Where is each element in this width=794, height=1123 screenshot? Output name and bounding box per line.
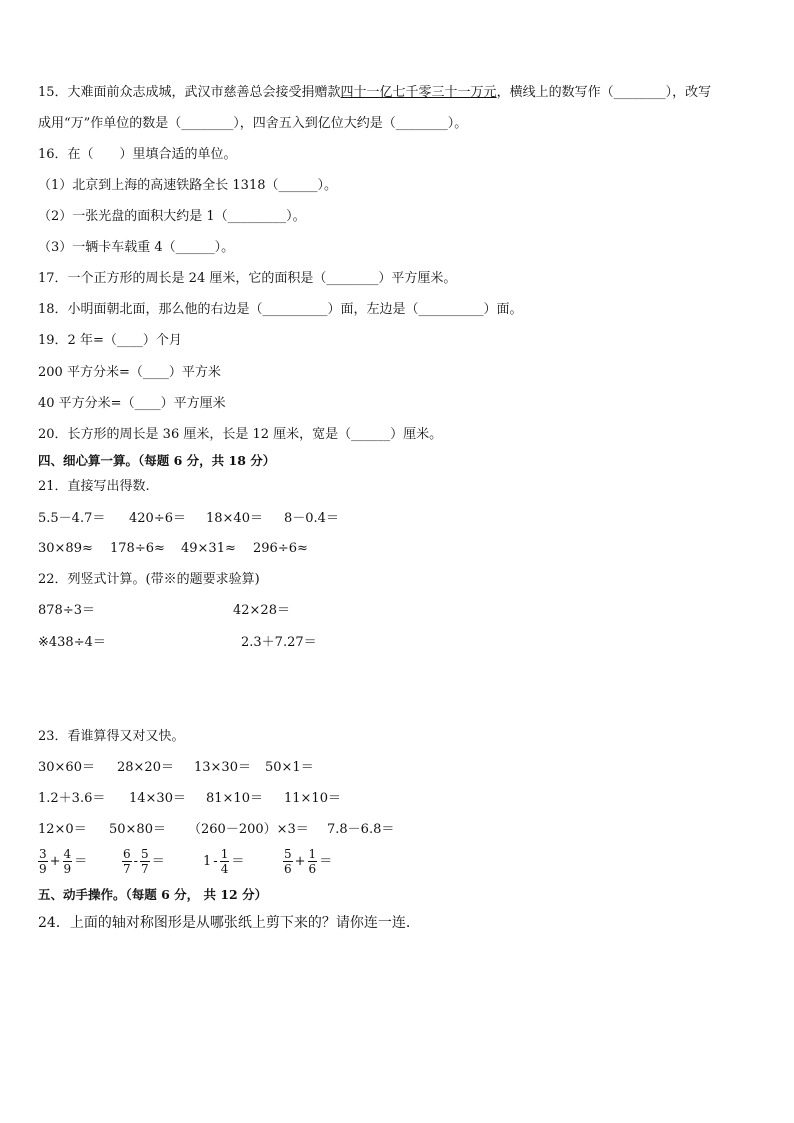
equals-sign: ＝ <box>319 853 333 869</box>
denominator: 7 <box>123 862 131 876</box>
numerator: 4 <box>63 847 72 861</box>
q21-r1-c1: 5.5－4.7＝ <box>38 511 106 526</box>
q23-r3-c1: 12×0＝ <box>38 822 87 837</box>
q23-r2-c3: 81×10＝ <box>206 791 263 806</box>
denominator: 4 <box>220 862 229 876</box>
fraction <box>63 847 73 876</box>
q23-frac-expr-1 <box>38 847 89 876</box>
fraction <box>308 847 318 876</box>
q24: 24．上面的轴对称图形是从哪张纸上剪下来的？请你连一连. <box>38 915 411 931</box>
q21-title: 21．直接写出得数. <box>38 479 150 494</box>
fraction <box>220 847 230 876</box>
q23-r3-c2: 50×80＝ <box>109 822 166 837</box>
operator: + <box>294 853 306 869</box>
denominator: 7 <box>141 862 149 876</box>
q23-r2-c4: 11×10＝ <box>284 791 341 806</box>
denominator: 6 <box>308 862 317 876</box>
q21-r2-c3: 49×31≈ <box>181 541 236 556</box>
numerator: 3 <box>39 847 47 861</box>
q19-line1: 19．2 年=（____）个月 <box>38 333 182 348</box>
numerator: 5 <box>284 847 292 861</box>
fraction <box>38 847 48 876</box>
fraction <box>283 847 293 876</box>
numerator: 5 <box>141 847 149 861</box>
q16-item-1: （1）北京到上海的高速铁路全长 1318（______）。 <box>38 178 337 193</box>
q23-r1-c3: 13×30＝ <box>194 760 251 775</box>
q15-text-part2: ，横线上的数写作（________），改写 <box>496 85 712 100</box>
q23-frac-expr-3 <box>203 847 246 876</box>
q21-r2-c2: 178÷6≈ <box>110 541 165 556</box>
q16-item-2: （2）一张光盘的面积大约是 1（_________）。 <box>38 209 306 224</box>
q23-title: 23．看谁算得又对又快。 <box>38 729 185 744</box>
q22-r2-c1: ※438÷4＝ <box>38 635 106 650</box>
q23-r1-c4: 50×1＝ <box>265 760 314 775</box>
equals-sign: ＝ <box>74 853 88 869</box>
denominator: 6 <box>284 862 292 876</box>
operator: + <box>49 853 61 869</box>
q23-frac-expr-4 <box>283 847 334 876</box>
q15-line1 <box>38 84 711 102</box>
fraction <box>140 847 150 876</box>
whole-number: 1 <box>203 853 212 869</box>
q21-r1-c2: 420÷6＝ <box>129 511 186 526</box>
q22-r2-c2: 2.3＋7.27＝ <box>241 635 317 650</box>
numerator: 1 <box>220 847 229 861</box>
q21-r1-c3: 18×40＝ <box>206 511 263 526</box>
q23-r2-c2: 14×30＝ <box>129 791 186 806</box>
denominator: 9 <box>39 862 47 876</box>
q17: 17．一个正方形的周长是 24 厘米，它的面积是（________）平方厘米。 <box>38 271 457 286</box>
denominator: 9 <box>63 862 72 876</box>
q23-r3-c3: （260－200）×3＝ <box>188 822 309 837</box>
q20: 20．长方形的周长是 36 厘米，长是 12 厘米，宽是（______）厘米。 <box>38 427 443 442</box>
q16-title: 16．在（ ）里填合适的单位。 <box>38 147 237 162</box>
numerator: 6 <box>123 847 131 861</box>
q21-r2-c1: 30×89≈ <box>38 541 93 556</box>
q15-underlined-number: 四十一亿七千零三十一万元 <box>340 85 497 100</box>
q18: 18．小明面朝北面，那么他的右边是（__________）面，左边是（__________）面。 <box>38 302 523 317</box>
section4-heading: 四、细心算一算。（每题 6 分，共 18 分） <box>38 453 276 468</box>
q21-r2-c4: 296÷6≈ <box>253 541 308 556</box>
operator: - <box>133 853 139 869</box>
equals-sign: ＝ <box>151 853 165 869</box>
q23-r1-c2: 28×20＝ <box>117 760 174 775</box>
q23-r1-c1: 30×60＝ <box>38 760 95 775</box>
q21-r1-c4: 8－0.4＝ <box>284 511 339 526</box>
q23-frac-expr-2 <box>122 847 167 876</box>
q15-line2: 成用“万”作单位的数是（________），四舍五入到亿位大约是（________）。 <box>38 116 468 131</box>
operator: - <box>213 853 218 869</box>
q23-r3-c4: 7.8－6.8＝ <box>327 822 395 837</box>
q16-item-3: （3）一辆卡车载重 4（______）。 <box>38 240 235 255</box>
equals-sign: ＝ <box>231 853 245 869</box>
q22-r1-c1: 878÷3＝ <box>38 603 95 618</box>
q19-line3: 40 平方分米=（____）平方厘米 <box>38 396 226 411</box>
section5-heading: 五、动手操作。（每题 6 分， 共 12 分） <box>38 887 268 902</box>
numerator: 1 <box>308 847 317 861</box>
fraction <box>122 847 132 876</box>
q22-r1-c2: 42×28＝ <box>233 603 290 618</box>
q19-line2: 200 平方分米=（____）平方米 <box>38 365 221 380</box>
q15-text-part1: 15．大难面前众志成城，武汉市慈善总会接受捐赠款 <box>38 85 341 100</box>
q23-r2-c1: 1.2＋3.6＝ <box>38 791 106 806</box>
q22-title: 22．列竖式计算。(带※的题要求验算) <box>38 572 260 587</box>
